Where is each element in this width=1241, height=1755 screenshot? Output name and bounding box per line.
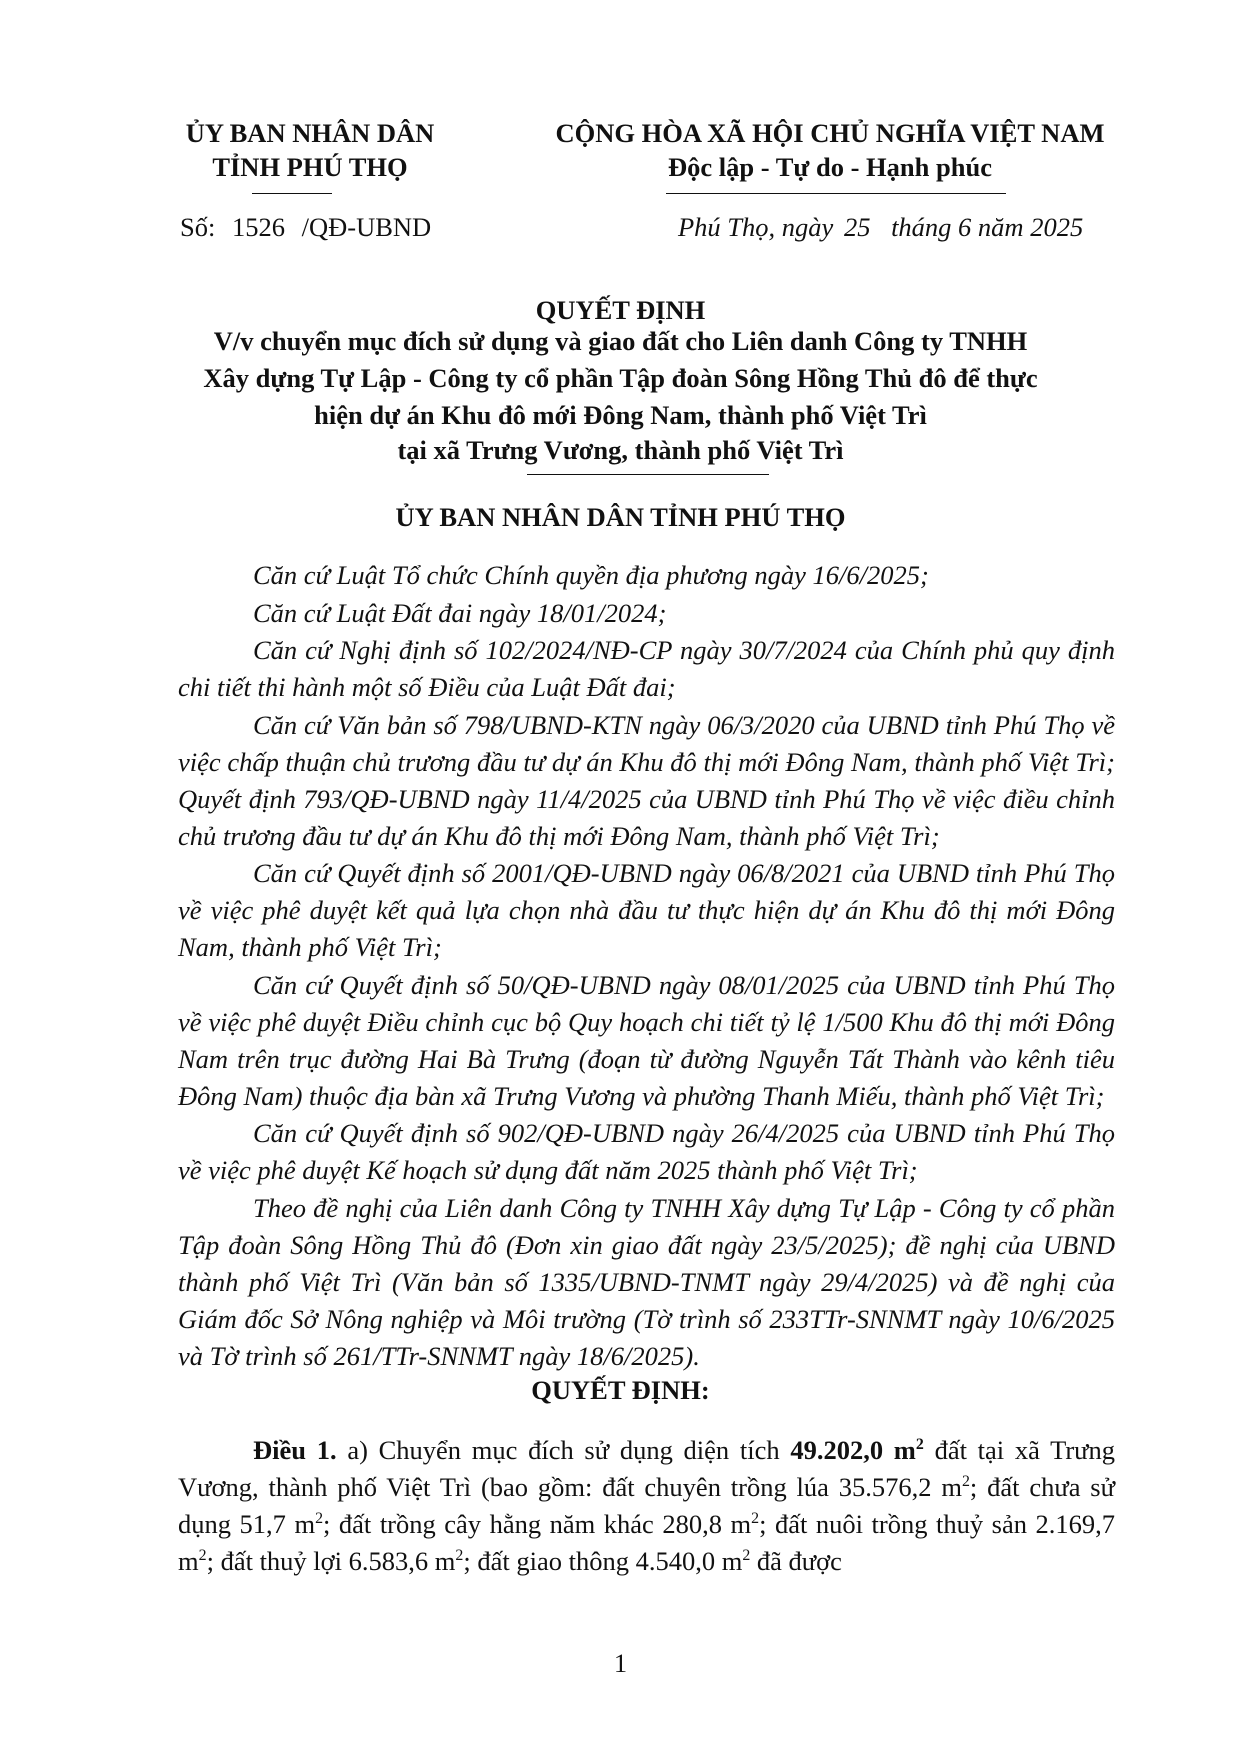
issue-date-suffix: tháng 6 năm 2025 [891, 212, 1084, 242]
superscript: 2 [455, 1547, 464, 1565]
subject-line-3: hiện dự án Khu đô mới Đông Nam, thành phố Việt Trì [314, 400, 927, 430]
superscript: 2 [742, 1547, 751, 1565]
title-underline [527, 474, 769, 475]
article-1-text: đất tại xã Trưng Vương, thành phố Việt Trì (bao gồm: đất chuyên trồng lúa 35.576,2 m [178, 1435, 1116, 1502]
superscript: 2 [315, 1510, 324, 1528]
superscript: 2 [915, 1436, 924, 1454]
issue-date-prefix: Phú Thọ, ngày [678, 212, 834, 242]
article-1-label: Điều 1. [253, 1435, 337, 1465]
decision-heading: QUYẾT ĐỊNH: [531, 1375, 710, 1405]
agency-name-line2: TỈNH PHÚ THỌ [212, 152, 408, 182]
motto-underline [666, 193, 1006, 194]
subject-line-2: Xây dựng Tự Lập - Công ty cổ phần Tập đoàn Sông Hồng Thủ đô để thực [203, 363, 1038, 393]
total-area-value: 49.202,0 m [790, 1435, 916, 1465]
article-1-paragraph [178, 1432, 1115, 1580]
article-1-text: ; đất thuỷ lợi 6.583,6 m [206, 1546, 456, 1576]
legal-basis-item: Theo đề nghị của Liên danh Công ty TNHH Xây dựng Tự Lập - Công ty cổ phần Tập đoàn Sông Hồng Thủ đô (Đơn xin giao đất ngày 23/5/2025); đề nghị của UBND thành phố Việt Trì (Văn bản số 1335/UBND-TNMT ngày 29/4/2025) và đề nghị của Giám đốc Sở Nông nghiệp và Môi trường (Tờ trình số 233TTr-SNNMT ngày 10/6/2025 và Tờ trình số 261/TTr-SNNMT ngày 18/6/2025). [178, 1192, 1115, 1371]
issue-date-day: 25 [843, 212, 871, 242]
article-1-text: a) Chuyển mục đích sử dụng diện tích [347, 1435, 780, 1465]
subject-line-4: tại xã Trưng Vương, thành phố Việt Trì [397, 435, 844, 465]
legal-basis-item: Căn cứ Văn bản số 798/UBND-KTN ngày 06/3/2020 của UBND tỉnh Phú Thọ về việc chấp thuận chủ trương đầu tư dự án Khu đô thị mới Đông Nam, thành phố Việt Trì; Quyết định 793/QĐ-UBND ngày 11/4/2025 của UBND tỉnh Phú Thọ về việc điều chỉnh chủ trương đầu tư dự án Khu đô thị mới Đông Nam, thành phố Việt Trì; [178, 709, 1115, 851]
subject-line-1: V/v chuyển mục đích sử dụng và giao đất cho Liên danh Công ty TNHH [213, 326, 1028, 356]
agency-underline [252, 193, 332, 194]
document-number-suffix: /QĐ-UBND [301, 212, 432, 242]
article-1-text: ; đất chưa sử dụng 51,7 m [178, 1472, 1115, 1539]
legal-basis-item: Căn cứ Quyết định số 2001/QĐ-UBND ngày 06/8/2021 của UBND tỉnh Phú Thọ về việc phê duyệt kết quả lựa chọn nhà đầu tư thực hiện dự án Khu đô thị mới Đông Nam, thành phố Việt Trì; [178, 858, 1115, 962]
agency-name-line1: ỦY BAN NHÂN DÂN [185, 118, 435, 148]
legal-basis-item: Căn cứ Quyết định số 902/QĐ-UBND ngày 26/4/2025 của UBND tỉnh Phú Thọ về việc phê duyệt Kế hoạch sử dụng đất năm 2025 thành phố Việt Trì; [178, 1118, 1115, 1185]
article-1-text: ; đất nuôi trồng thuỷ sản 2.169,7 m [178, 1509, 1115, 1576]
article-1-text: ; đất giao thông 4.540,0 m [463, 1546, 743, 1576]
national-title: CỘNG HÒA XÃ HỘI CHỦ NGHĨA VIỆT NAM [555, 118, 1105, 148]
legal-basis-item: Căn cứ Nghị định số 102/2024/NĐ-CP ngày 30/7/2024 của Chính phủ quy định chi tiết thi hành một số Điều của Luật Đất đai; [178, 635, 1115, 702]
legal-basis-item: Căn cứ Luật Đất đai ngày 18/01/2024; [253, 597, 667, 628]
national-motto: Độc lập - Tự do - Hạnh phúc [668, 152, 992, 182]
legal-basis-item: Căn cứ Quyết định số 50/QĐ-UBND ngày 08/01/2025 của UBND tỉnh Phú Thọ về việc phê duyệt Điều chỉnh cục bộ Quy hoạch chi tiết tỷ lệ 1/500 Khu đô thị mới Đông Nam trên trục đường Hai Bà Trưng (đoạn từ đường Nguyễn Tất Thành vào kênh tiêu Đông Nam) thuộc địa bàn xã Trưng Vương và phường Thanh Miếu, thành phố Việt Trì; [178, 969, 1115, 1111]
article-1-text: đã được [756, 1546, 842, 1576]
issue-date [678, 212, 1083, 243]
legal-bases [178, 557, 1115, 1375]
decision-title: QUYẾT ĐỊNH [535, 295, 706, 325]
superscript: 2 [198, 1547, 207, 1565]
document-number-value: 1526 [231, 212, 285, 242]
superscript: 2 [751, 1510, 760, 1528]
document-number [180, 212, 431, 243]
superscript: 2 [961, 1473, 970, 1491]
page-number: 1 [613, 1648, 628, 1678]
legal-basis-item: Căn cứ Luật Tổ chức Chính quyền địa phương ngày 16/6/2025; [253, 560, 929, 590]
article-1-text: ; đất trồng cây hằng năm khác 280,8 m [323, 1509, 752, 1539]
issuing-authority: ỦY BAN NHÂN DÂN TỈNH PHÚ THỌ [395, 502, 846, 532]
document-number-prefix: Số: [180, 212, 216, 242]
article-1 [178, 1432, 1115, 1581]
article-1-total-area [790, 1435, 924, 1465]
